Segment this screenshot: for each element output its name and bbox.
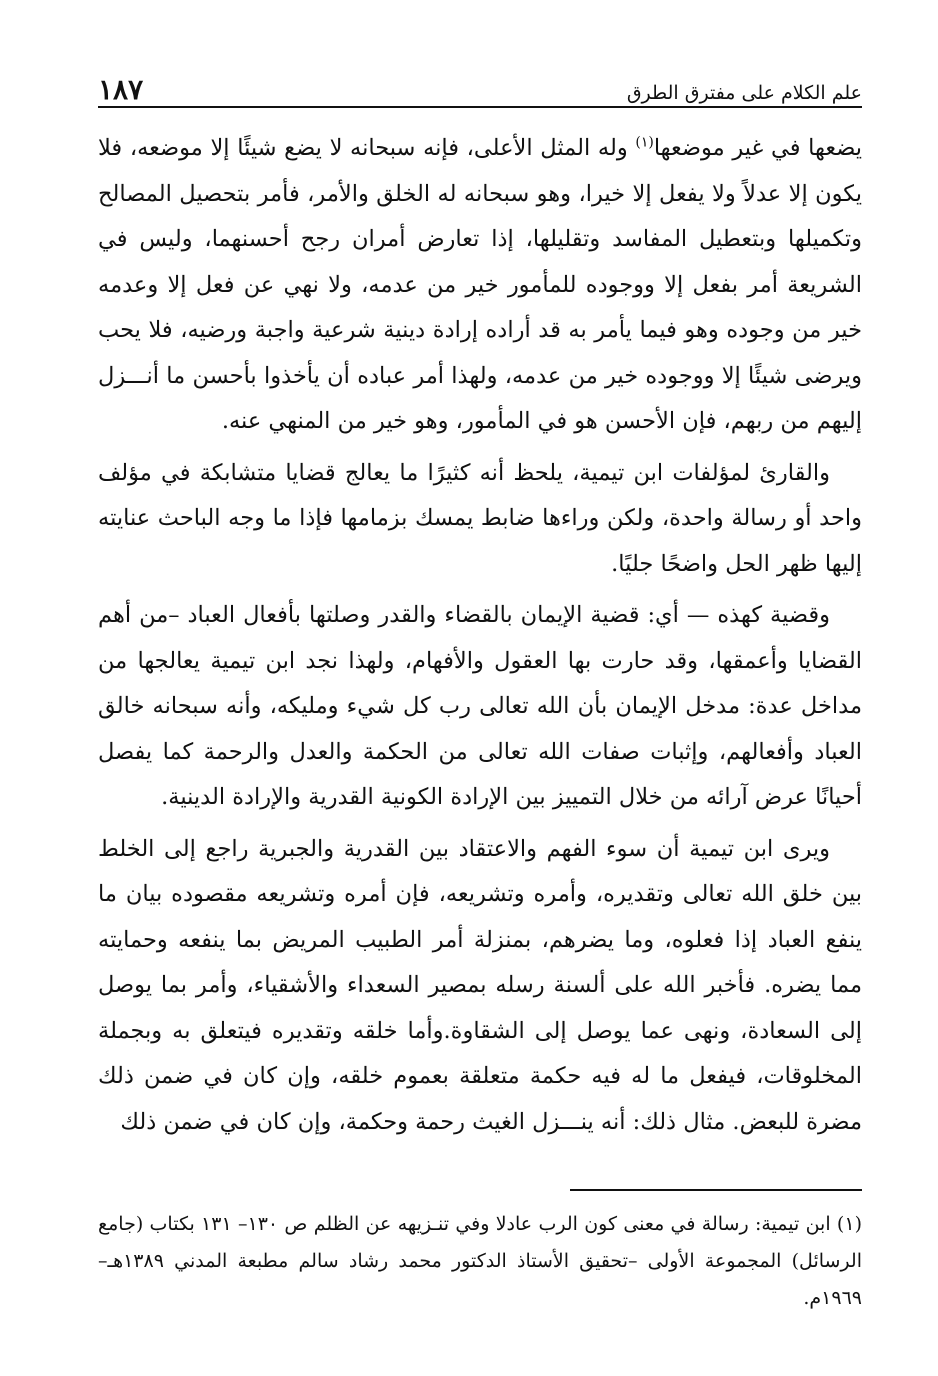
footnote-1: (١) ابن تيمية: رسالة في معنى كون الرب عادلا وفي تنـزيهه عن الظلم ص ١٣٠– ١٣١ بكتاب (جامع الرسائل) المجموعة الأولى –تحقيق الأستاذ الدكتور محمد رشاد سالم مطبعة المدني ١٣٨٩هـ– ١٩٦٩م. xyxy=(98,1213,862,1309)
paragraph-1 xyxy=(98,126,862,445)
page-number: ١٨٧ xyxy=(98,73,144,106)
main-text xyxy=(98,126,862,1151)
paragraph-2: والقارئ لمؤلفات ابن تيمية، يلحظ أنه كثيرًا ما يعالج قضايا متشابكة في مؤلف واحد أو رسالة واحدة، ولكن وراءها ضابط يمسك بزمامها فإذا ما وجه الباحث عنايته إليها ظهر الحل واضحًا جليًا. xyxy=(98,459,862,577)
paragraph-1-rest: وله المثل الأعلى، فإنه سبحانه لا يضع شيئًا إلا موضعه، فلا يكون إلا عدلاً ولا يفعل إلا خيرا، وهو سبحانه له الخلق والأمر، فأمر بتحصيل المصالح وتكميلها وبتعطيل المفاسد وتقليلها، إذا تعارض أمران رجح أحسنهما، وليس في الشريعة أمر بفعل إلا ووجوده للمأمور خير من عدمه، ولا نهي عن فعل إلا وعدمه خير من وجوده وهو فيما يأمر به قد أراده إرادة دينية شرعية واجبة ورضيه، فلا يحب ويرضى شيئًا إلا ووجوده خير من عدمه، ولهذا أمر عباده أن يأخذوا بأحسن ما أنـــزل إليهم من ربهم، فإن الأحسن هو في المأمور، وهو خير من المنهي عنه. xyxy=(98,135,862,434)
paragraph-4: ويرى ابن تيمية أن سوء الفهم والاعتقاد بين القدرية والجبرية راجع إلى الخلط بين خلق الله تعالى وتقديره، وأمره وتشريعه، فإن أمره وتشريعه مقصوده بيان ما ينفع العباد إذا فعلوه، وما يضرهم، بمنزلة أمر الطبيب المريض بما ينفعه وحمايته مما يضره. فأخبر الله على ألسنة رسله بمصير السعداء والأشقياء، وأمر بما يوصل إلى السعادة، ونهى عما يوصل إلى الشقاوة.وأما خلقه وتقديره فيتعلق به وبجملة المخلوقات، فيفعل ما له فيه حكمة متعلقة بعموم خلقه، وإن كان في ضمن ذلك مضرة للبعض. مثال ذلك: أنه ينـــزل الغيث رحمة وحكمة، وإن كان في ضمن ذلك xyxy=(98,835,862,1135)
footnotes xyxy=(98,1206,862,1317)
footnote-reference[interactable]: (١) xyxy=(635,134,654,151)
paragraph-3: وقضية كهذه — أي: قضية الإيمان بالقضاء والقدر وصلتها بأفعال العباد –من أهم القضايا وأعمقها، وقد حارت بها العقول والأفهام، ولهذا نجد ابن تيمية يعالجها من مداخل عدة: مدخل الإيمان بأن الله تعالى رب كل شيء ومليكه، وأنه سبحانه خالق العباد وأفعالهم، وإثبات صفات الله تعالى من الحكمة والعدل والرحمة كما يفصل أحيانًا عرض آرائه من خلال التمييز بين الإرادة الكونية القدرية والإرادة الدينية. xyxy=(98,602,862,810)
running-title: علم الكلام على مفترق الطرق xyxy=(626,82,862,104)
footnote-separator xyxy=(570,1189,862,1191)
paragraph-1-start: يضعها في غير موضعها xyxy=(653,135,863,161)
page-header xyxy=(98,72,862,108)
